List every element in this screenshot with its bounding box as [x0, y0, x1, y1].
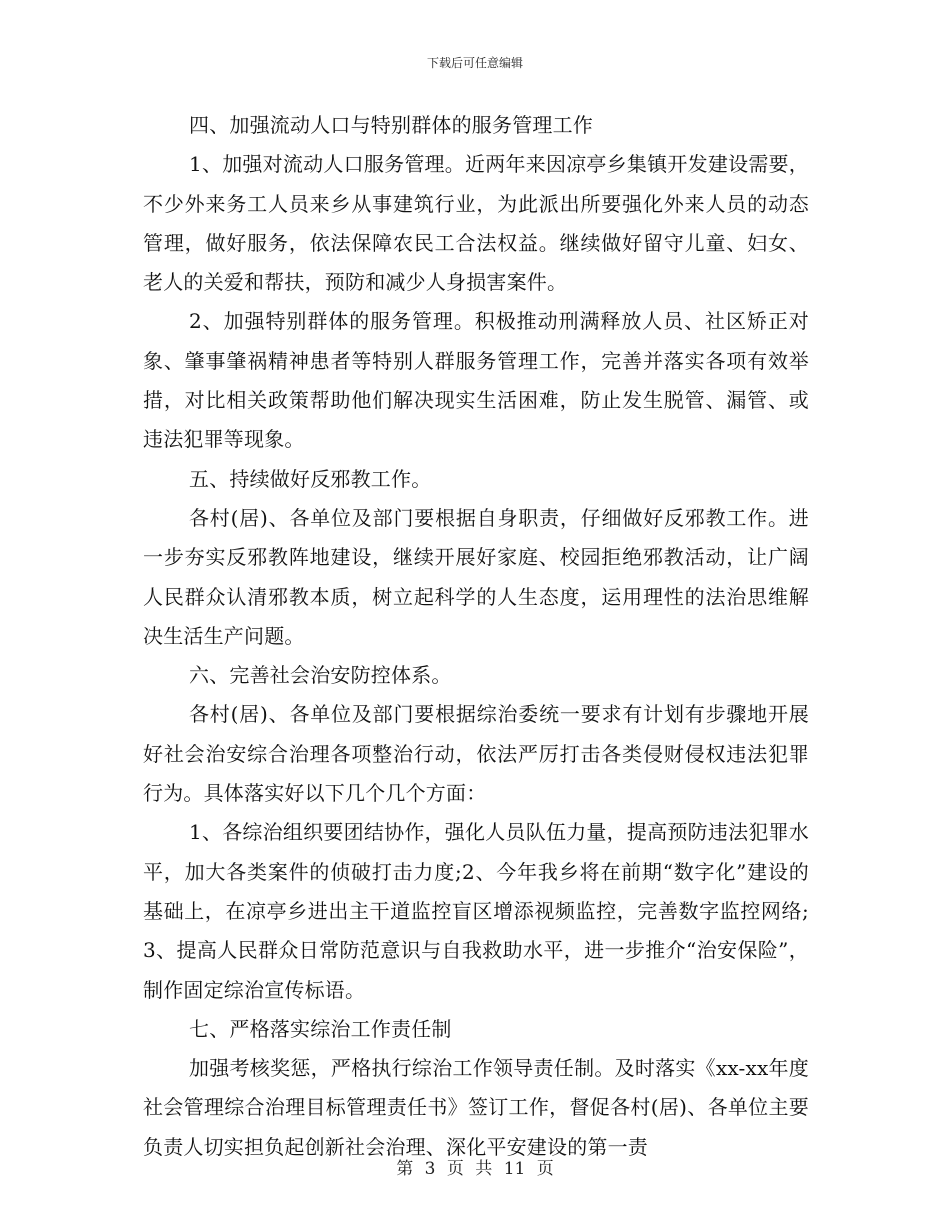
paragraph-responsibility: 加强考核奖惩，严格执行综治工作领导责任制。及时落实《xx-xx年度社会管理综合治理目标管理责任书》签订工作，督促各村(居)、各单位主要负责人切实担负起创新社会治理、深化平安建设的第一责: [143, 1056, 809, 1159]
document-body: [143, 106, 809, 1167]
page-header: 下载后可任意编辑: [426, 56, 523, 70]
paragraph-floating-population: 1、加强对流动人口服务管理。近两年来因凉亭乡集镇开发建设需要，不少外来务工人员来乡从事建筑行业，为此派出所要强化外来人员的动态管理，做好服务，依法保障农民工合法权益。继续做好留守儿童、妇女、老人的关爱和帮扶，预防和减少人身损害案件。: [143, 152, 809, 295]
section-heading-4: 四、加强流动人口与特别群体的服务管理工作: [189, 113, 593, 137]
paragraph-security-measures: 1、各综治组织要团结协作，强化人员队伍力量，提高预防违法犯罪水平，加大各类案件的侦破打击力度;2、今年我乡将在前期“数字化”建设的基础上，在凉亭乡进出主干道监控盲区增添视频监控，完善数字监控网络;3、提高人民群众日常防范意识与自我救助水平，进一步推介“治安保险”，制作固定综治宣传标语。: [143, 820, 809, 1002]
section-heading-7: 七、严格落实综治工作责任制: [189, 1016, 452, 1041]
paragraph-anti-cult: 各村(居)、各单位及部门要根据自身职责，仔细做好反邪教工作。进一步夯实反邪教阵地建设，继续开展好家庭、校园拒绝邪教活动，让广阔人民群众认清邪教本质，树立起科学的人生态度，运用理性的法治思维解决生活生产问题。: [143, 505, 809, 648]
section-heading-6: 六、完善社会治安防控体系。: [189, 663, 452, 688]
page-number-footer: 第 3 页 共 11 页: [396, 1159, 554, 1179]
section-heading-5: 五、持续做好反邪教工作。: [189, 466, 432, 491]
paragraph-special-groups: 2、加强特别群体的服务管理。积极推动刑满释放人员、社区矫正对象、肇事肇祸精神患者等特别人群服务管理工作，完善并落实各项有效举措，对比相关政策帮助他们解决现实生活困难，防止发生脱管、漏管、或违法犯罪等现象。: [143, 309, 809, 452]
paragraph-security-system: 各村(居)、各单位及部门要根据综治委统一要求有计划有步骤地开展好社会治安综合治理各项整治行动，依法严厉打击各类侵财侵权违法犯罪行为。具体落实好以下几个几个方面：: [143, 702, 809, 806]
